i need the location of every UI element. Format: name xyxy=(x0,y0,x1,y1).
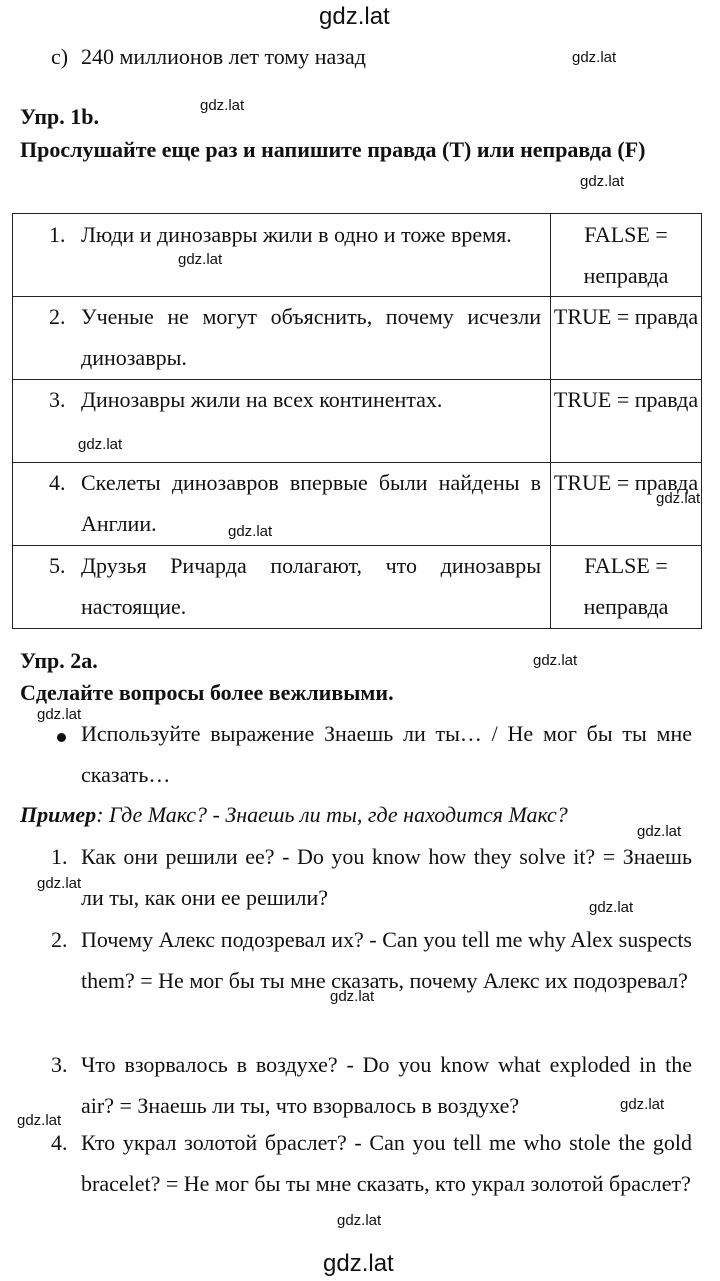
bullet-text: Используйте выражение Знаешь ли ты… / Не мог бы ты мне сказать… xyxy=(81,721,692,787)
table-row-answer: TRUE = правда xyxy=(553,304,699,329)
watermark: gdz.lat xyxy=(533,652,578,669)
question-text: Как они решили ее? - Do you know how they solve it? = Знаешь ли ты, как они ее решили? xyxy=(81,844,692,910)
question-text: Что взорвалось в воздухе? - Do you know what exploded in the air? = Знаешь ли ты, что взорвалось в воздухе? xyxy=(81,1052,692,1118)
watermark: gdz.lat xyxy=(78,436,123,453)
table-row-number: 1. xyxy=(49,222,66,247)
table-row-number: 3. xyxy=(49,387,66,412)
watermark: gdz.lat xyxy=(200,97,245,114)
table-row-number: 5. xyxy=(49,553,66,578)
watermark: gdz.lat xyxy=(337,1212,382,1229)
watermark: gdz.lat xyxy=(330,988,375,1005)
exercise-instruction: Сделайте вопросы более вежливыми. xyxy=(20,680,394,705)
watermark: gdz.lat xyxy=(178,251,223,268)
table-row-statement: Друзья Ричарда полагают, что динозавры настоящие. xyxy=(81,553,541,619)
table-row-answer: TRUE = правда xyxy=(553,387,699,412)
bullet-dot xyxy=(57,733,66,742)
watermark: gdz.lat xyxy=(17,1112,62,1129)
exercise-instruction: Прослушайте еще раз и напишите правда (T) или неправда (F) xyxy=(20,137,646,162)
watermark: gdz.lat xyxy=(620,1096,665,1113)
exercise-title: Упр. 2a. xyxy=(20,648,98,673)
watermark-top: gdz.lat xyxy=(319,3,390,30)
watermark: gdz.lat xyxy=(589,899,634,916)
watermark: gdz.lat xyxy=(580,173,625,190)
table-row-statement: Люди и динозавры жили в одно и тоже время. xyxy=(81,222,512,247)
question-number: 1. xyxy=(51,844,68,869)
table-row-answer: FALSE = неправда xyxy=(583,553,669,619)
table-row-statement: Ученые не могут объяснить, почему исчезли динозавры. xyxy=(81,304,541,370)
top-line-text: 240 миллионов лет тому назад xyxy=(81,44,366,69)
top-line-marker: c) xyxy=(51,44,69,69)
table-row-statement: Динозавры жили на всех континентах. xyxy=(81,387,443,412)
watermark: gdz.lat xyxy=(572,49,617,66)
question-number: 2. xyxy=(51,927,68,952)
example-line xyxy=(20,802,568,828)
question-text: Кто украл золотой браслет? - Can you tell me who stole the gold bracelet? = Не мог бы ты мне сказать, кто украл золотой браслет? xyxy=(81,1130,692,1196)
table-row-answer: FALSE = неправда xyxy=(583,222,669,288)
example-text: : Где Макс? - Знаешь ли ты, где находится Макс? xyxy=(96,802,568,827)
question-text: Почему Алекс подозревал их? - Can you tell me why Alex suspects them? = Не мог бы ты мне сказать, почему Алекс их подозревал? xyxy=(81,927,692,993)
table-row-number: 4. xyxy=(49,470,66,495)
watermark: gdz.lat xyxy=(637,823,682,840)
watermark: gdz.lat xyxy=(656,490,701,507)
exercise-title: Упр. 1b. xyxy=(20,104,99,129)
example-label: Пример xyxy=(20,802,97,827)
answers-table xyxy=(12,213,702,629)
watermark: gdz.lat xyxy=(37,875,82,892)
question-number: 3. xyxy=(51,1052,68,1077)
table-row-statement: Скелеты динозавров впервые были найдены в Англии. xyxy=(81,470,541,536)
watermark-bottom: gdz.lat xyxy=(323,1250,394,1277)
table-row-answer: TRUE = правда xyxy=(553,470,699,495)
watermark: gdz.lat xyxy=(37,706,82,723)
question-number: 4. xyxy=(51,1130,68,1155)
table-row-number: 2. xyxy=(49,304,66,329)
watermark: gdz.lat xyxy=(228,523,273,540)
